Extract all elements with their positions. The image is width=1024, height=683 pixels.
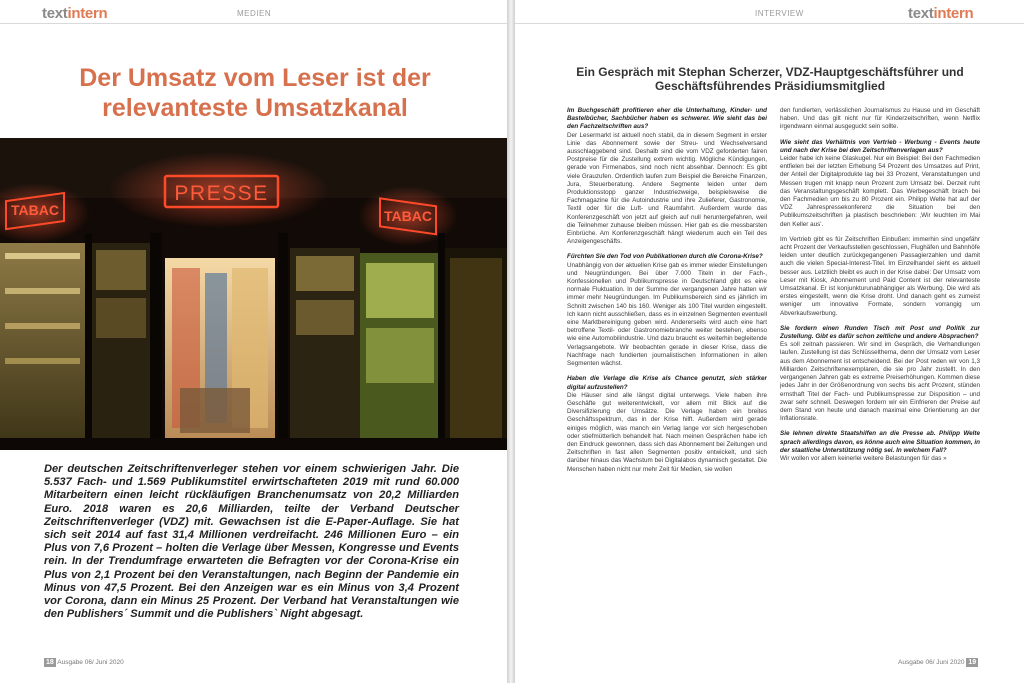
- tabac-sign-right: TABAC: [384, 208, 432, 224]
- right-footer: [898, 658, 978, 667]
- issue-label: Ausgabe 06/ Juni 2020: [898, 659, 965, 667]
- tabac-sign-left: TABAC: [11, 202, 59, 218]
- interview-answer: Wir wollen vor allem keinerlei weitere Belastungen für das »: [780, 454, 947, 462]
- section-label: INTERVIEW: [755, 9, 804, 18]
- interview-question: Wie sieht das Verhältnis von Vertrieb - Werbung - Events heute und nach der Krise bei den Zeitschriftenverlagen aus?: [780, 138, 980, 154]
- interview-question: Im Buchgeschäft profitieren eher die Unterhaltung, Kinder- und Bastelbücher, Sachbücher haben es schwerer. Wie sieht das bei den Fachzeitschriften aus?: [567, 107, 767, 131]
- logo-intern: intern: [933, 5, 974, 22]
- header-rule: [515, 23, 1024, 24]
- book-spine: [507, 0, 515, 683]
- interview-answer: Leider habe ich keine Glaskugel. Nur ein Beispiel: Bei den Fachmedien entfielen bei der letzten Erhebung 54 Prozent des Umsatzes auf Print, der Anteil der Digitalprodukte lag bei 33 Prozent, Veranstaltungen und Messen trugen mit knapp neun Prozent zum Umsatz bei. Derzeit ruht das Veranstaltungsgeschäft komplett. Das Werbegeschäft brach bei den Fachmedien um bis zu 80 Prozent ein. Philipp Welte hat auf der VDZ Jahrespressekonferenz die Situation bei den Publikumszeitschriften ja plastisch beschrieben: ‚Wir leuchten im Mai den Keller aus'.: [780, 155, 980, 228]
- right-page: [515, 0, 1024, 683]
- interview-question: Haben die Verlage die Krise als Chance genutzt, sich stärker digital aufzustellen?: [567, 375, 767, 391]
- interview-answer: Im Vertrieb gibt es für Zeitschriften Einbußen: immerhin sind ungefähr acht Prozent der Verkaufsstellen geschlossen, Flughäfen und Bahnhöfe leiden unter deutlich zurückgegangenen Passagierzahlen und damit auch die vielen Special-Interest-Titel. Im Einzelhandel sieht es aktuell besser aus. Letztlich bleibt es auch in der Krise dabei: Der Umsatz vom Leser mit Kiosk, Abonnement und Paid Content ist der relevanteste Umsatzkanal. Er ist konjunkturunabhängiger als Werbung. Die wird als erstes eingestellt, wenn die Krise droht. Und danach geht es zumeist weniger um innovative Formate, sondern vorrangig um Abverkaufswerbung.: [780, 235, 980, 317]
- issue-label: Ausgabe 06/ Juni 2020: [57, 659, 124, 667]
- text-column-1: [567, 107, 767, 647]
- intro-paragraph: Der deutschen Zeitschriftenverleger stehen vor einem schwierigen Jahr. Die 5.537 Fach- und 1.569 Publikumstitel erwirtschafteten 2019 mit rund 60.000 Mitarbeitern einen leicht rückläufigen Branchenumsatz von 20,2 Milliarden Euro. 2018 waren es 20,6 Milliarden, teilte der Verband Deutscher Zeitschriftenverleger (VDZ) mit. Gewachsen ist die E-Paper-Auflage. Sie hat sich seit 2014 auf fast 31,4 Millionen verdreifacht. 246 Millionen Euro – ein Plus von 7,6 Prozent – holten die Verlage über Messen, Kongresse und Events rein. In der Trendumfrage erwarteten die Befragten vor der Corona-Krise ein Plus von 2,1 Prozent bei den Veranstaltungen, nach Beginn der Pandemie ein Minus von 47,5 Prozent. Bei den Anzeigen war es ein Minus von 3,4 Prozent vor Corona, dann ein Minus 25 Prozent. Der Verband hat Veranstaltungen wie den Publishers´ Summit und die Publishers` Night abgesagt.: [44, 463, 459, 621]
- page-number: 19: [968, 659, 977, 666]
- article-headline: Der Umsatz vom Leser ist der relevanteste Umsatzkanal: [79, 64, 431, 122]
- interview-answer: Die Häuser sind alle längst digital unterwegs. Viele haben ihre Geschäfte gut weiterentwickelt, vor allem mit Blick auf die Diversifizierung der Umsätze. Die Verlage haben ein breites Geschäftsspektrum, das in der Krise hilft. Außerdem wird gerade einiges möglich, was manch ein Verlag lange vor sich hergeschoben oder stiefmütterlich behandelt hat. Nach meinen Gesprächen habe ich den Eindruck gewonnen, dass sich das Abonnement bei Zeitungen und Zeitschriften in fast allen Segmenten positiv entwickelt, und sich darüber hinaus das Wachstum bei Digitalabos dynamisch gestaltet. Die Menschen haben nicht nur mehr Zeit für Medien, sie wollen: [567, 391, 767, 473]
- masthead-logo: [908, 5, 973, 23]
- interview-title: Ein Gespräch mit Stephan Scherzer, VDZ-Hauptgeschäftsführer und Geschäftsführendes Präsidiumsmitglied: [576, 65, 964, 93]
- logo-text: text: [42, 5, 68, 22]
- left-footer: [44, 658, 124, 667]
- left-page: [0, 0, 507, 683]
- interview-answer: Es soll zeitnah passieren. Wir sind im Gespräch, die Verhandlungen laufen. Zustellung ist das Schlüsselthema, denn der Umsatz vom Leser aus dem Abonnement ist entscheidend. Bei der Post reden wir von 1,3 Milliarden Zeitschriftenexemplaren, die sie pro Jahr zustellt. In den vergangenen Jahren gab es extreme Preiserhöhungen. Kommen diese jedes Jahr in der Größenordnung von sechs bis acht Prozent, stünden ernsthaft Titel der Fach- und Publikumspresse zur Disposition – und zwar sehr schnell. Deswegen fordern wir ein Einfrieren der Preise auf dem Stand von heute und danach maximal eine Orientierung an der Inflationsrate.: [780, 341, 980, 423]
- section-label: MEDIEN: [237, 9, 272, 18]
- newsstand-photo: [0, 138, 507, 450]
- interview-answer: den fundierten, verlässlichen Journalismus zu Hause und im Geschäft haben. Und das gilt nicht nur für Kinderzeitschriften, wenn Netflix irgendwann einmal ausgeguckt sein sollte.: [780, 107, 980, 131]
- page-number: 18: [46, 659, 54, 666]
- interview-question: Fürchten Sie den Tod von Publikationen durch die Corona-Krise?: [567, 253, 763, 261]
- logo-intern: intern: [67, 5, 108, 22]
- logo-text: text: [908, 5, 934, 22]
- text-column-2: [780, 107, 980, 647]
- interview-question: Sie lehnen direkte Staatshilfen an die Presse ab. Philipp Welte sprach allerdings davon, es könne auch eine Situation kommen, in der staatliche Unterstützung nötig sei. In welchem Fall?: [780, 430, 980, 454]
- interview-question: Sie fordern einen Runden Tisch mit Post und Politik zur Zustellung. Gibt es dafür schon zeitliche und andere Absprachen?: [780, 324, 980, 341]
- masthead-logo: [42, 5, 107, 23]
- interview-answer: Der Lesermarkt ist aktuell noch stabil, da in diesem Segment in erster Linie das Abonnement sowie der Streu- und Wechselversand ausschlaggebend sind. Deshalb sind die vom VDZ geforderten fairen Postpreise für die Zustellung extrem wichtig. Mögliche Kündigungen, gerade von Firmenabos, sind noch nicht absehbar. Dennoch: Es gibt viele Grauzufen. Ordentlich laufen zum Beispiel die Bereiche Finanzen, Jura, Steuerberatung. Andere Segmente leiden unter dem Produktionsstopp ganzer Industriezweige, beispielsweise die Fachmagazine für die Autoindustrie und ihre Zulieferer, Gastronomie, Textil oder für die Luft- und Raumfahrt. Außerdem wurde das Konferenzgeschäft von jetzt auf gleich auf null heruntergefahren, weil die Teilnehmer zuhause bleiben müssen. Hier gab es die messbarsten Einbrüche. Am Konferenzgeschäft hängt wiederum auch ein Teil des Anzeigengeschäfts.: [567, 131, 767, 246]
- interview-answer: Unabhängig von der aktuellen Krise gab es immer wieder Einstellungen und Neugründungen. Bei über 7.000 Titeln in der Fach-, Konfessionellen und Publikumspresse in Deutschland gibt es eine normale Fluktuation. In der Summe der vergangenen Jahre hatten wir immer mehr Neugründungen. Im Publikumsbereich sind es jährlich im Schnitt zwischen 140 bis 160. Weniger als 100 Titel wurden eingestellt. Ich kann nicht ausschließen, dass es in einzelnen Segmenten eventuell eine Marktbereinigung geben wird. Andererseits wird auch eine hart betroffene Textil- oder Gastronomiebranche weiter bestehen, ebenso wie eine Automobilindustrie. Und dazu braucht es weiterhin begleitende Verlagsangebote. Wir beobachten gerade in dieser Krise, dass die Nachfrage nach fundierten journalistischen Informationen in allen Segmenten wächst.: [567, 261, 767, 368]
- presse-sign: PRESSE: [174, 182, 269, 205]
- header-rule: [0, 23, 507, 24]
